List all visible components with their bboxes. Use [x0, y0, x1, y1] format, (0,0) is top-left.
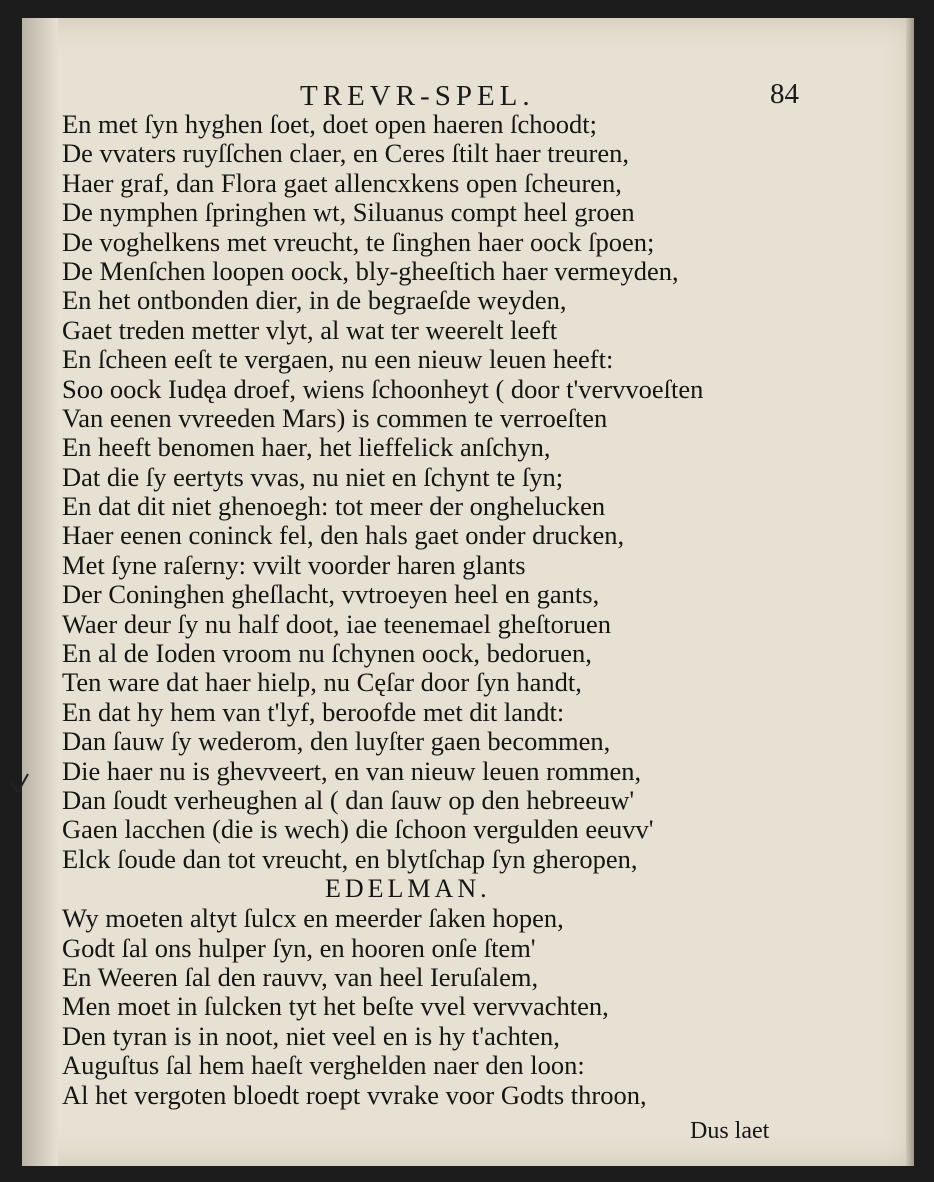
verse-line: Al het vergoten bloedt roept vvrake voor Godts throon, [62, 1079, 647, 1110]
page-number: 84 [770, 78, 799, 110]
verse-line: De voghelkens met vreucht, te ſinghen haer oock ſpoen; [62, 226, 655, 257]
verse-line: Haer graf, dan Flora gaet allencxkens open ſcheuren, [62, 167, 622, 198]
verse-line: En ſcheen eeſt te vergaen, nu een nieuw leuen heeft: [62, 344, 614, 375]
verse-line: En dat hy hem van t'lyf, beroofde met dit landt: [62, 696, 565, 727]
verse-line: En dat dit niet ghenoegh: tot meer der onghelucken [62, 491, 606, 522]
verse-line: Den tyran is in noot, niet veel en is hy t'achten, [62, 1020, 560, 1051]
verse-line: Dan ſoudt verheughen al ( dan ſauw op den hebreeuw' [62, 784, 635, 815]
page-gutter [22, 18, 58, 1166]
speaker-heading: EDELMAN. [325, 874, 491, 904]
verse-line: En al de Ioden vroom nu ſchynen oock, bedoruen, [62, 638, 592, 669]
verse-line: Dat die ſy eertyts vvas, nu niet en ſchynt te ſyn; [62, 461, 564, 492]
verse-line: Wy moeten altyt ſulcx en meerder ſaken hopen, [62, 903, 564, 934]
verse-line: De nymphen ſpringhen wt, Siluanus compt heel groen [62, 197, 635, 228]
verse-line: Der Coninghen gheſlacht, vvtroeyen heel en gants, [62, 579, 600, 610]
verse-line: Men moet in ſulcken tyt het beſte vvel vervvachten, [62, 991, 609, 1022]
verse-line: Haer eenen coninck fel, den hals gaet onder drucken, [62, 520, 625, 551]
verse-line: Ten ware dat haer hielp, nu Cęſar door ſyn handt, [62, 667, 582, 698]
catchword: Dus laet [690, 1118, 770, 1144]
verse-line: Dan ſauw ſy wederom, den luyſter gaen becommen, [62, 726, 611, 757]
verse-line: Soo oock Iudęa droef, wiens ſchoonheyt ( door t'vervvoeſten [62, 373, 704, 404]
page-header [0, 68, 934, 112]
verse-line: Gaet treden metter vlyt, al wat ter weerelt leeft [62, 314, 558, 345]
verse-line: Van eenen vvreeden Mars) is commen te verroeſten [62, 402, 608, 433]
verse-line: Met ſyne raſerny: vvilt voorder haren glants [62, 549, 526, 580]
verse-line: En het ontbonden dier, in de begraeſde weyden, [62, 285, 567, 316]
margin-check-mark [6, 770, 32, 800]
verse-line: En met ſyn hyghen ſoet, doet open haeren ſchoodt; [62, 109, 598, 139]
verse-line: Auguſtus ſal hem haeſt verghelden naer den loon: [62, 1050, 585, 1081]
verse-line: Elck ſoude dan tot vreucht, en blytſchap ſyn gheropen, [62, 843, 638, 874]
running-head: TREVR-SPEL. [300, 80, 535, 112]
verse-line: De vvaters ruyſſchen claer, en Ceres ſtilt haer treuren, [62, 138, 629, 169]
verse-line: En Weeren ſal den rauvv, van heel Ieruſalem, [62, 961, 539, 992]
verse-text [62, 110, 862, 1110]
verse-line: Gaen lacchen (die is wech) die ſchoon vergulden eeuvv' [62, 814, 654, 845]
page-edge [906, 18, 914, 1166]
verse-line: Waer deur ſy nu half doot, iae teenemael gheſtoruen [62, 608, 611, 639]
verse-line: En heeft benomen haer, het lieffelick anſchyn, [62, 432, 551, 463]
verse-line: De Menſchen loopen oock, bly-gheeſtich haer vermeyden, [62, 255, 679, 286]
verse-line: Die haer nu is ghevveert, en van nieuw leuen rommen, [62, 755, 642, 786]
verse-line: Godt ſal ons hulper ſyn, en hooren onſe ſtem' [62, 932, 536, 963]
